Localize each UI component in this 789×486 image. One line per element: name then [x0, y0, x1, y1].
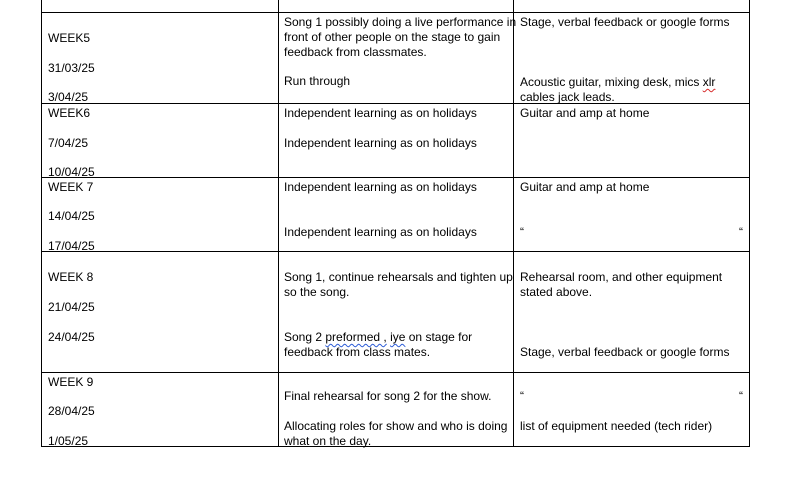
week-end-date: 1/05/25 [48, 434, 89, 448]
week-end-date: 24/04/25 [48, 330, 95, 344]
ditto-mark: “ [739, 389, 743, 403]
activity-text [284, 330, 472, 345]
resources-text: Guitar and amp at home [520, 180, 650, 194]
week-start-date: 31/03/25 [48, 61, 95, 75]
week-start-date: 21/04/25 [48, 300, 95, 314]
activity-text: feedback from class mates. [284, 345, 431, 359]
ditto-mark: “ [520, 389, 524, 403]
resources-text: cables jack leads. [520, 90, 615, 104]
resources-text: Rehearsal room, and other equipment [520, 270, 723, 284]
week-end-date: 3/04/25 [48, 90, 89, 104]
resources-text: Stage, verbal feedback or google forms [520, 345, 730, 359]
ditto-mark: “ [520, 225, 524, 239]
text-segment: Song 2 [284, 330, 326, 344]
activity-text: Run through [284, 74, 351, 88]
grammar-error: preformed , [325, 330, 387, 344]
spelling-error: xlr [702, 75, 716, 89]
table-border-right [749, 0, 750, 447]
activity-text: Song 1 possibly doing a live performance in [284, 15, 517, 29]
activity-text: feedback from classmates. [284, 45, 427, 59]
row-border [41, 12, 750, 13]
activity-text: what on the day. [284, 434, 372, 448]
table-border-left [41, 0, 42, 447]
table-divider-1 [278, 0, 279, 447]
resources-text [520, 75, 715, 90]
activity-text: Independent learning as on holidays [284, 136, 477, 150]
row-border [41, 372, 750, 373]
week-label: WEEK5 [48, 31, 91, 45]
row-border [41, 251, 750, 252]
table-divider-2 [513, 0, 514, 447]
resources-text: Guitar and amp at home [520, 106, 650, 120]
grammar-error: iye [390, 330, 406, 344]
week-start-date: 14/04/25 [48, 209, 95, 223]
text-segment: Acoustic guitar, mixing desk, mics [520, 75, 703, 89]
text-segment: on stage for [405, 330, 473, 344]
week-start-date: 28/04/25 [48, 404, 95, 418]
resources-text: stated above. [520, 285, 593, 299]
row-border [41, 177, 750, 178]
row-border [41, 103, 750, 104]
week-label: WEEK 8 [48, 270, 94, 284]
activity-text: Independent learning as on holidays [284, 180, 477, 194]
activity-text: Song 1, continue rehearsals and tighten up [284, 270, 513, 284]
week-end-date: 17/04/25 [48, 239, 95, 253]
week-label: WEEK6 [48, 106, 91, 120]
week-label: WEEK 9 [48, 375, 94, 389]
week-start-date: 7/04/25 [48, 136, 89, 150]
activity-text: so the song. [284, 285, 350, 299]
ditto-mark: “ [739, 225, 743, 239]
activity-text: Allocating roles for show and who is doing [284, 419, 508, 433]
week-end-date: 10/04/25 [48, 165, 95, 179]
resources-text: list of equipment needed (tech rider) [520, 419, 713, 433]
row-border [41, 446, 750, 447]
activity-text: Independent learning as on holidays [284, 225, 477, 239]
resources-text: Stage, verbal feedback or google forms [520, 15, 730, 29]
week-label: WEEK 7 [48, 180, 94, 194]
activity-text: Final rehearsal for song 2 for the show. [284, 389, 492, 403]
activity-text: Independent learning as on holidays [284, 106, 477, 120]
activity-text: front of other people on the stage to gain [284, 30, 501, 44]
